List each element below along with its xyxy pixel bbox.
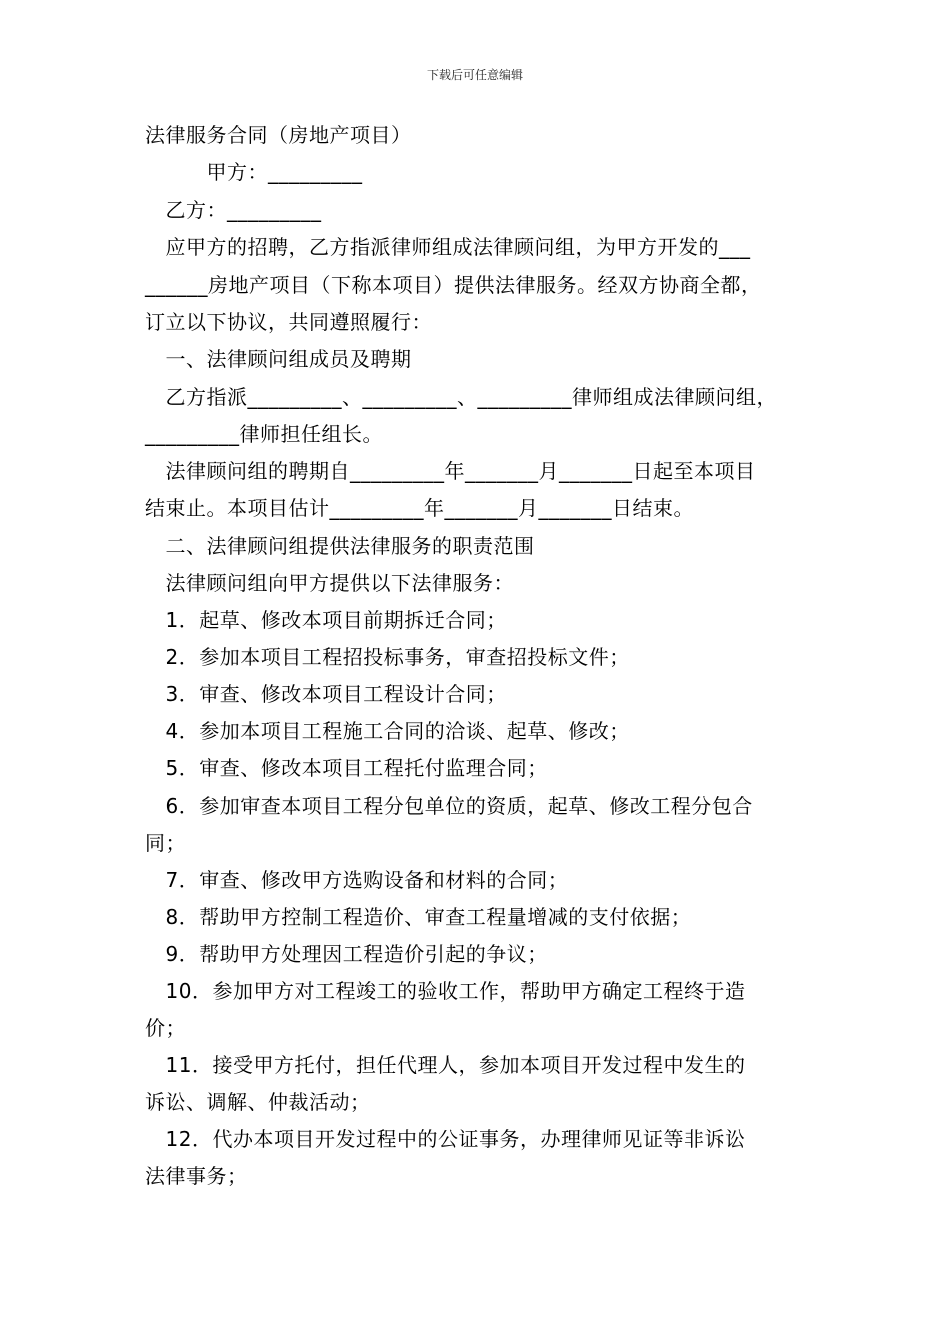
paragraph-line: 法律顾问组向甲方提供以下法律服务： bbox=[145, 571, 514, 595]
list-item-continuation: 同； bbox=[145, 831, 186, 855]
section-heading: 二、法律顾问组提供法律服务的职责范围 bbox=[145, 534, 535, 558]
party-a-line: 甲方：_________ bbox=[145, 160, 363, 184]
paragraph-line: 法律顾问组的聘期自_________年_______月_______日起至本项目 bbox=[145, 459, 756, 483]
paragraph-line: 订立以下协议，共同遵照履行： bbox=[145, 310, 432, 334]
list-item: 2．参加本项目工程招投标事务，审查招投标文件； bbox=[145, 645, 630, 669]
paragraph-line: 应甲方的招聘，乙方指派律师组成法律顾问组，为甲方开发的___ bbox=[145, 235, 751, 259]
paragraph-line: 乙方指派_________、_________、_________律师组成法律顾问组， bbox=[145, 385, 777, 409]
paragraph-line: 结束止。本项目估计_________年_______月_______日结束。 bbox=[145, 496, 694, 520]
list-item: 6．参加审查本项目工程分包单位的资质，起草、修改工程分包合 bbox=[145, 794, 753, 818]
list-item: 9．帮助甲方处理因工程造价引起的争议； bbox=[145, 942, 548, 966]
list-item: 10．参加甲方对工程竣工的验收工作，帮助甲方确定工程终于造 bbox=[145, 979, 746, 1003]
list-item: 7．审查、修改甲方选购设备和材料的合同； bbox=[145, 868, 569, 892]
page-header-note: 下载后可任意编辑 bbox=[426, 68, 523, 82]
list-item: 11．接受甲方托付，担任代理人，参加本项目开发过程中发生的 bbox=[145, 1053, 746, 1077]
document-title: 法律服务合同（房地产项目） bbox=[145, 123, 412, 147]
list-item-continuation: 诉讼、调解、仲裁活动； bbox=[145, 1090, 371, 1114]
section-heading: 一、法律顾问组成员及聘期 bbox=[145, 347, 412, 371]
list-item-continuation: 价； bbox=[145, 1016, 186, 1040]
list-item-continuation: 法律事务； bbox=[145, 1164, 248, 1188]
list-item: 4．参加本项目工程施工合同的洽谈、起草、修改； bbox=[145, 719, 630, 743]
list-item: 5．审查、修改本项目工程托付监理合同； bbox=[145, 756, 548, 780]
party-b-line: 乙方：_________ bbox=[145, 198, 322, 222]
list-item: 8．帮助甲方控制工程造价、审查工程量增减的支付依据； bbox=[145, 905, 692, 929]
list-item: 1．起草、修改本项目前期拆迁合同； bbox=[145, 608, 507, 632]
paragraph-line: _________律师担任组长。 bbox=[145, 422, 383, 446]
paragraph-line: ______房地产项目（下称本项目）提供法律服务。经双方协商全都， bbox=[145, 273, 762, 297]
list-item: 12．代办本项目开发过程中的公证事务，办理律师见证等非诉讼 bbox=[145, 1127, 746, 1151]
list-item: 3．审查、修改本项目工程设计合同； bbox=[145, 682, 507, 706]
